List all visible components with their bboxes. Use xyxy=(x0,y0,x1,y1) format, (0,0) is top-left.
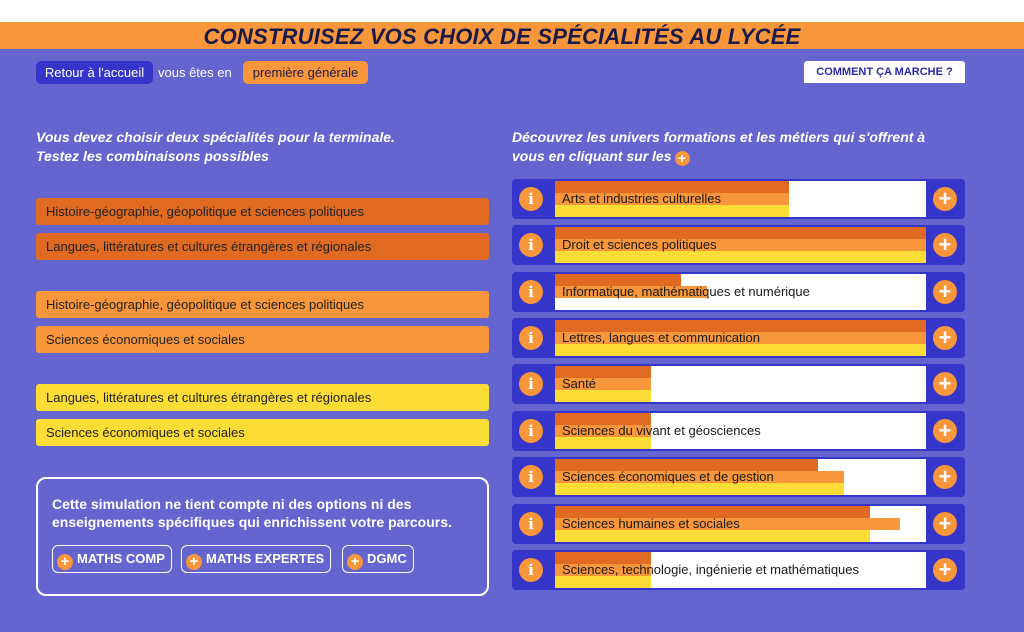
info-icon[interactable]: i xyxy=(519,280,543,304)
option-label: MATHS EXPERTES xyxy=(206,551,325,566)
info-icon[interactable]: i xyxy=(519,558,543,582)
option-label: DGMC xyxy=(367,551,407,566)
domain-label: Santé xyxy=(562,376,596,391)
left-intro-line2: Testez les combinaisons possibles xyxy=(36,148,269,164)
expand-plus-icon[interactable]: + xyxy=(933,326,957,350)
right-intro-line2: vous en cliquant sur les xyxy=(512,148,672,164)
domain-bar-box xyxy=(555,320,926,356)
domain-row xyxy=(512,272,965,312)
left-intro xyxy=(36,128,456,166)
domain-bar-box xyxy=(555,459,926,495)
domain-row xyxy=(512,179,965,219)
domain-bar-box xyxy=(555,274,926,310)
domain-row xyxy=(512,318,965,358)
domain-label: Lettres, langues et communication xyxy=(562,330,760,345)
expand-plus-icon[interactable]: + xyxy=(933,465,957,489)
domain-row xyxy=(512,364,965,404)
simulation-note-box xyxy=(36,477,489,596)
domain-row xyxy=(512,411,965,451)
header-banner xyxy=(0,22,1024,49)
domain-label: Sciences économiques et de gestion xyxy=(562,469,774,484)
expand-plus-icon[interactable]: + xyxy=(933,558,957,582)
expand-plus-icon[interactable]: + xyxy=(933,419,957,443)
level-prefix: vous êtes en xyxy=(158,65,232,80)
option-maths-comp-button[interactable] xyxy=(52,545,172,573)
combo-1-first[interactable]: Histoire-géographie, géopolitique et sciences politiques xyxy=(36,198,489,225)
combo-3-first[interactable]: Langues, littératures et cultures étrangères et régionales xyxy=(36,384,489,411)
option-label: MATHS COMP xyxy=(77,551,165,566)
domain-bar-box xyxy=(555,181,926,217)
expand-plus-icon[interactable]: + xyxy=(933,187,957,211)
domain-label: Sciences du vivant et géosciences xyxy=(562,423,761,438)
right-intro-line1: Découvrez les univers formations et les métiers qui s'offrent à xyxy=(512,129,926,145)
domain-row xyxy=(512,550,965,590)
how-it-works-button[interactable]: COMMENT ÇA MARCHE ? xyxy=(804,61,965,83)
left-intro-line1: Vous devez choisir deux spécialités pour la terminale. xyxy=(36,129,395,145)
option-maths-expertes-button[interactable] xyxy=(181,545,331,573)
page-title: CONSTRUISEZ VOS CHOIX DE SPÉCIALITÉS AU LYCÉE xyxy=(203,24,801,49)
right-intro xyxy=(512,128,967,166)
plus-icon: + xyxy=(186,554,202,570)
domain-row xyxy=(512,457,965,497)
info-icon[interactable]: i xyxy=(519,233,543,257)
info-icon[interactable]: i xyxy=(519,372,543,396)
info-icon[interactable]: i xyxy=(519,512,543,536)
info-icon[interactable]: i xyxy=(519,326,543,350)
plus-icon: + xyxy=(57,554,73,570)
combo-2-second[interactable]: Sciences économiques et sociales xyxy=(36,326,489,353)
simulation-note: Cette simulation ne tient compte ni des options ni des enseignements spécifiques qui enrichissent votre parcours. xyxy=(52,496,452,530)
right-intro-line2-wrap xyxy=(512,147,967,166)
expand-plus-icon[interactable]: + xyxy=(933,512,957,536)
combo-3-second[interactable]: Sciences économiques et sociales xyxy=(36,419,489,446)
domain-row xyxy=(512,225,965,265)
home-button[interactable]: Retour à l'accueil xyxy=(36,61,153,84)
domain-label: Sciences, technologie, ingénierie et mathématiques xyxy=(562,562,860,577)
top-strip xyxy=(0,0,1024,22)
option-dgmc-button[interactable] xyxy=(342,545,414,573)
combo-2-first[interactable]: Histoire-géographie, géopolitique et sciences politiques xyxy=(36,291,489,318)
plus-icon: + xyxy=(347,554,363,570)
domain-bar-box xyxy=(555,413,926,449)
domain-bar-box xyxy=(555,506,926,542)
domain-label: Arts et industries culturelles xyxy=(562,191,721,206)
domain-row xyxy=(512,504,965,544)
domain-bar-box xyxy=(555,366,926,402)
domain-label: Informatique, mathématiques et numérique xyxy=(562,284,810,299)
info-icon[interactable]: i xyxy=(519,187,543,211)
info-icon[interactable]: i xyxy=(519,465,543,489)
expand-plus-icon[interactable]: + xyxy=(933,233,957,257)
domain-bar-box xyxy=(555,227,926,263)
expand-plus-icon[interactable]: + xyxy=(933,280,957,304)
domain-label: Sciences humaines et sociales xyxy=(562,516,740,531)
info-icon[interactable]: i xyxy=(519,419,543,443)
level-badge: première générale xyxy=(243,61,368,84)
plus-icon: + xyxy=(675,151,690,166)
expand-plus-icon[interactable]: + xyxy=(933,372,957,396)
domain-label: Droit et sciences politiques xyxy=(562,237,717,252)
combo-1-second[interactable]: Langues, littératures et cultures étrangères et régionales xyxy=(36,233,489,260)
domain-bar-box xyxy=(555,552,926,588)
